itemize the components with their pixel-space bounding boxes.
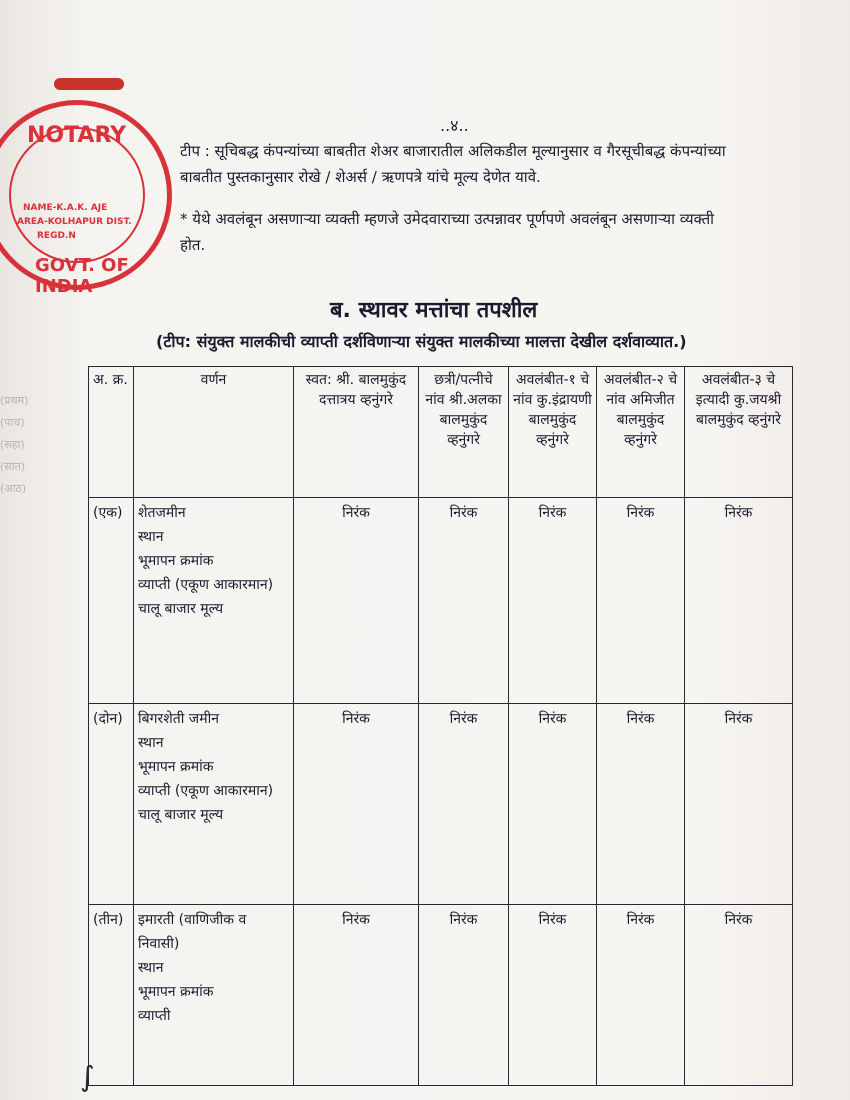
row-serial: (दोन): [89, 703, 134, 904]
table-row: [89, 904, 793, 1085]
row-description: शेतजमीन स्थान भूमापन क्रमांक व्याप्ती (एकूण आकारमान) चालू बाजार मूल्य: [134, 497, 294, 703]
stamp-notary-text: NOTARY: [27, 123, 127, 148]
cell-value: निरंक: [685, 904, 793, 1085]
bleed-through-margin: (प्रथम) (पाच) (सहा) (सात) (आठ): [0, 394, 29, 495]
note-dependents: * येथे अवलंबून असणाऱ्या व्यक्ती म्हणजे उमेदवाराच्या उत्पन्नावर पूर्णपणे अवलंबून असणाऱ्या व्यक्ती होत.: [180, 210, 715, 254]
col-description: वर्णन: [134, 367, 294, 498]
section-subheading: (टीप: संयुक्त मालकीची व्याप्ती दर्शविणाऱ्या संयुक्त मालकीच्या मालत्ता देखील दर्शवाव्यात.): [156, 332, 687, 351]
cell-value: निरंक: [597, 497, 685, 703]
stamp-regd-text: REGD.N: [37, 231, 76, 241]
col-serial: अ. क्र.: [89, 367, 134, 498]
stamp-name-text: NAME-K.A.K. AJE: [23, 203, 108, 213]
col-self: स्वत: श्री. बालमुकुंद दत्तात्रय व्हनुंगरे: [294, 367, 419, 498]
cell-value: निरंक: [685, 703, 793, 904]
cell-value: निरंक: [597, 904, 685, 1085]
stamp-area-text: AREA-KOLHAPUR DIST.: [17, 217, 132, 227]
col-spouse: छत्री/पत्नीचे नांव श्री.अलका बालमुकुंद व्हनुंगरे: [419, 367, 509, 498]
cell-value: निरंक: [685, 497, 793, 703]
page-number: ..४..: [440, 116, 469, 135]
cell-value: निरंक: [509, 497, 597, 703]
cell-value: निरंक: [294, 703, 419, 904]
table-row: [89, 703, 793, 904]
cell-value: निरंक: [597, 703, 685, 904]
cell-value: निरंक: [509, 904, 597, 1085]
cell-value: निरंक: [294, 497, 419, 703]
note-listed-companies: टीप : सूचिबद्ध कंपन्यांच्या बाबतीत शेअर बाजारातील अलिकडील मूल्यानुसार व गैरसूचीबद्ध कंपन्यांच्या बाबतीत पुस्तकानुसार रोखे / शेअर्स / ऋणपत्रे यांचे मूल्य देणेत यावे.: [180, 142, 726, 186]
stamp-ribbon: [54, 78, 124, 90]
cell-value: निरंक: [419, 904, 509, 1085]
row-description: बिगरशेती जमीन स्थान भूमापन क्रमांक व्याप्ती (एकूण आकारमान) चालू बाजार मूल्य: [134, 703, 294, 904]
section-heading: ब. स्थावर मत्तांचा तपशील: [330, 298, 538, 323]
cell-value: निरंक: [419, 497, 509, 703]
col-dependent-1: अवलंबीत-१ चे नांव कु.इंद्रायणी बालमुकुंद व्हनुंगरे: [509, 367, 597, 498]
cell-value: निरंक: [294, 904, 419, 1085]
col-dependent-2: अवलंबीत-२ चे नांव अमिजीत बालमुकुंद व्हनुंगरे: [597, 367, 685, 498]
col-dependent-3: अवलंबीत-३ चे इत्यादी कु.जयश्री बालमुकुंद व्हनुंगरे: [685, 367, 793, 498]
row-serial: (तीन): [89, 904, 134, 1085]
row-serial: (एक): [89, 497, 134, 703]
cell-value: निरंक: [419, 703, 509, 904]
notary-stamp: [0, 100, 172, 297]
cell-value: निरंक: [509, 703, 597, 904]
immovable-assets-table: [88, 366, 793, 1086]
table-row: [89, 497, 793, 703]
row-description: इमारती (वाणिजीक व निवासी) स्थान भूमापन क्रमांक व्याप्ती: [134, 904, 294, 1085]
table-header-row: [89, 367, 793, 498]
signature-mark: ∫: [80, 1060, 95, 1093]
stamp-govt-text: GOVT. OF INDIA: [35, 255, 129, 297]
